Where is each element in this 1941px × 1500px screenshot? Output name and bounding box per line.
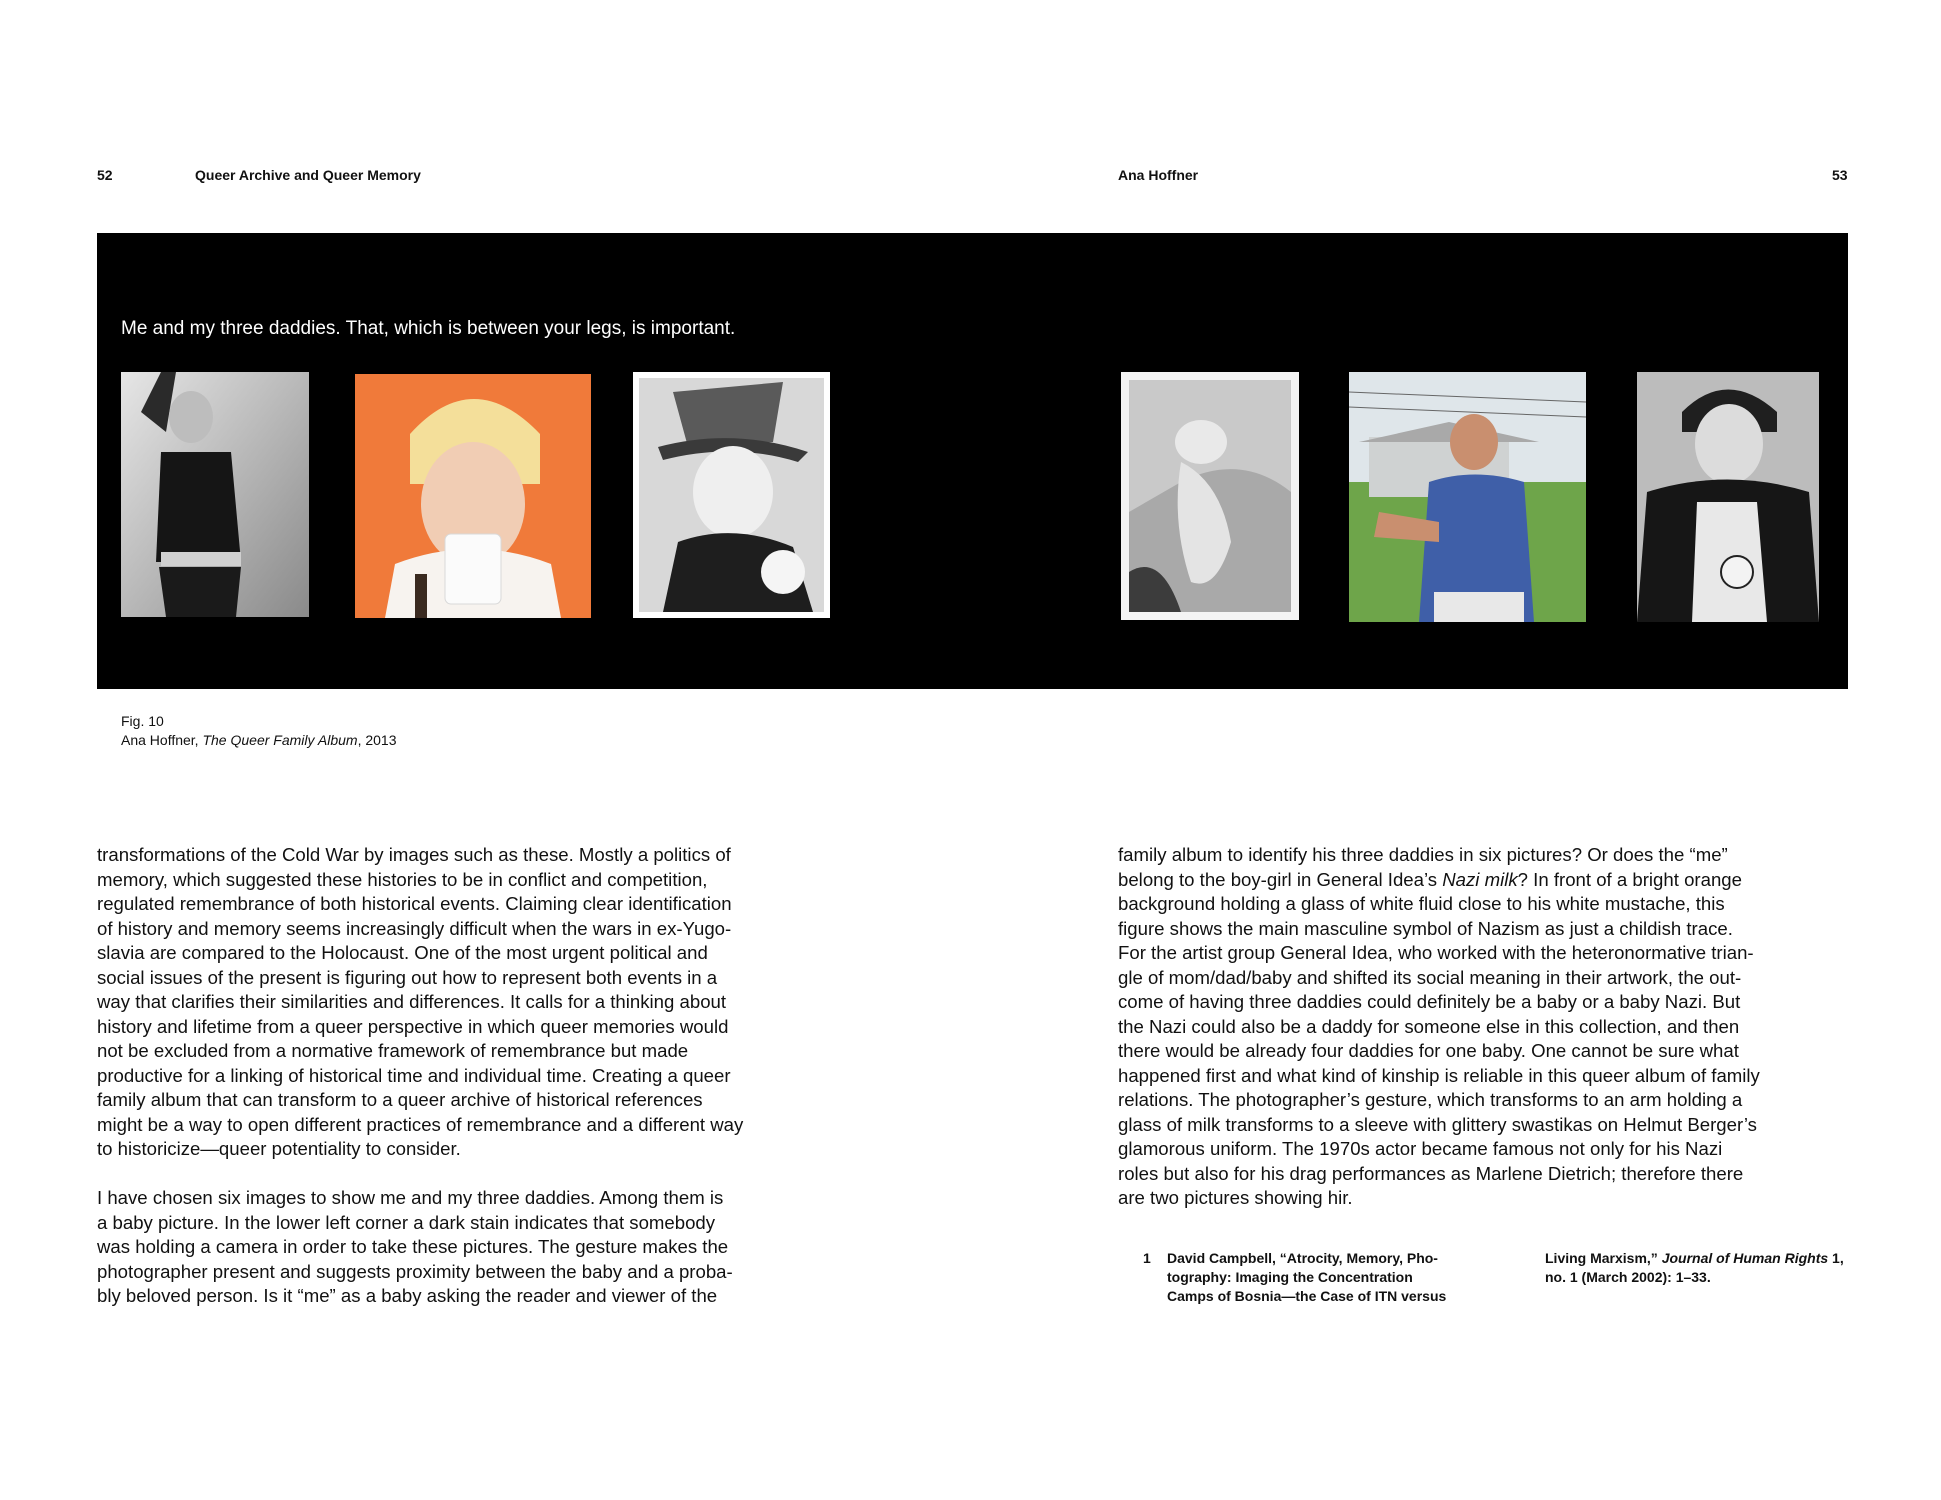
right-body-column	[1118, 843, 1858, 1211]
footnote-line: David Campbell, “Atrocity, Memory, Pho-	[1167, 1250, 1438, 1266]
text-line: happened first and what kind of kinship is reliable in this queer album of family	[1118, 1064, 1760, 1086]
left-page-number: 52	[97, 167, 113, 183]
blond-boy-with-milk-photo	[355, 374, 591, 618]
paragraph-3	[1118, 843, 1858, 1211]
text-line: photographer present and suggests proximity between the baby and a proba-	[97, 1260, 733, 1282]
text-line: glamorous uniform. The 1970s actor became famous not only for his Nazi	[1118, 1138, 1723, 1159]
marlene-dietrich-costume-photo	[633, 372, 830, 618]
paragraph-1	[97, 843, 847, 1162]
text-line: there would be already four daddies for one baby. One cannot be sure what	[1118, 1040, 1739, 1061]
text-line: way that clarifies their similarities and differences. It calls for a thinking about	[97, 991, 727, 1012]
artwork-title: Nazi milk	[1442, 868, 1518, 890]
text-line: figure shows the main masculine symbol of Nazism as just a childish trace.	[1118, 917, 1733, 939]
text-line: come of having three daddies could definitely be a baby or a baby Nazi. But	[1118, 991, 1741, 1012]
text-line: social issues of the present is figuring out how to represent both events in a	[97, 966, 718, 988]
text-line: transformations of the Cold War by images such as these. Mostly a politics of	[97, 844, 731, 865]
journal-title: Journal of Human Rights	[1661, 1250, 1829, 1266]
man-in-tank-top-photo	[121, 372, 309, 617]
figure-credit	[121, 731, 397, 750]
left-running-title: Queer Archive and Queer Memory	[195, 167, 421, 183]
footnote-line: tography: Imaging the Concentration	[1167, 1269, 1413, 1285]
text-line: regulated remembrance of both historical events. Claiming clear identification	[97, 893, 732, 914]
text-segment: ? In front of a bright orange	[1517, 868, 1742, 890]
figure-caption	[121, 712, 397, 750]
text-line: For the artist group General Idea, who worked with the heteronormative trian-	[1118, 942, 1754, 963]
footnote-line	[1545, 1249, 1844, 1268]
figure-author: Ana Hoffner,	[121, 732, 203, 748]
text-line: family album that can transform to a queer archive of historical references	[97, 1089, 703, 1110]
text-segment: belong to the boy-girl in General Idea’s	[1118, 868, 1443, 890]
figure-year: , 2013	[357, 732, 397, 748]
text-line: are two pictures showing hir.	[1118, 1187, 1353, 1208]
text-line: of history and memory seems increasingly difficult when the wars in ex-Yugo-	[97, 917, 732, 939]
text-line: a baby picture. In the lower left corner a dark stain indicates that somebody	[97, 1211, 716, 1233]
right-page-number: 53	[1832, 167, 1848, 183]
text-line: memory, which suggested these histories to be in conflict and competition,	[97, 868, 708, 890]
text-line: to historicize—queer potentiality to consider.	[97, 1138, 461, 1159]
text-line: might be a way to open different practices of remembrance and a different way	[97, 1113, 744, 1135]
text-line: I have chosen six images to show me and my three daddies. Among them is	[97, 1187, 724, 1208]
text-line	[1118, 868, 1858, 893]
text-line: bly beloved person. Is it “me” as a baby asking the reader and viewer of the	[97, 1285, 718, 1306]
text-line: the Nazi could also be a daddy for someone else in this collection, and then	[1118, 1015, 1740, 1037]
text-line: not be excluded from a normative framework of remembrance but made	[97, 1040, 689, 1061]
text-line: roles but also for his drag performances as Marlene Dietrich; therefore there	[1118, 1162, 1744, 1184]
paragraph-2	[97, 1186, 847, 1309]
figure-label: Fig. 10	[121, 713, 164, 729]
text-line: relations. The photographer’s gesture, which transforms to an arm holding a	[1118, 1089, 1743, 1110]
footnote-line: Camps of Bosnia—the Case of ITN versus	[1167, 1288, 1447, 1304]
man-in-uniform-photo	[1637, 372, 1819, 622]
text-line: was holding a camera in order to take these pictures. The gesture makes the	[97, 1236, 729, 1257]
right-running-title: Ana Hoffner	[1118, 167, 1199, 183]
text-line: family album to identify his three daddies in six pictures? Or does the “me”	[1118, 844, 1728, 865]
left-body-column	[97, 843, 847, 1309]
text-line: background holding a glass of white fluid close to his white mustache, this	[1118, 893, 1725, 914]
footnote-column-2	[1545, 1249, 1844, 1287]
text-line: history and lifetime from a queer perspective in which queer memories would	[97, 1015, 729, 1037]
text-line: slavia are compared to the Holocaust. One of the most urgent political and	[97, 942, 708, 963]
figure-title: The Queer Family Album	[202, 732, 358, 748]
footnote-line: no. 1 (March 2002): 1–33.	[1545, 1269, 1711, 1285]
panel-caption: Me and my three daddies. That, which is between your legs, is important.	[121, 318, 736, 339]
text-line: glass of milk transforms to a sleeve with glittery swastikas on Helmut Berger’s	[1118, 1113, 1757, 1135]
text-line: productive for a linking of historical time and individual time. Creating a queer	[97, 1064, 731, 1086]
man-in-blue-shirt-photo	[1349, 372, 1586, 622]
baby-picture-photo	[1121, 372, 1299, 620]
footnote-number: 1	[1143, 1250, 1151, 1266]
footnote-segment: Living Marxism,”	[1545, 1250, 1662, 1266]
footnote-column-1	[1167, 1249, 1446, 1306]
footnote-segment: 1,	[1828, 1250, 1844, 1266]
text-line: gle of mom/dad/baby and shifted its social meaning in their artwork, the out-	[1118, 966, 1742, 988]
